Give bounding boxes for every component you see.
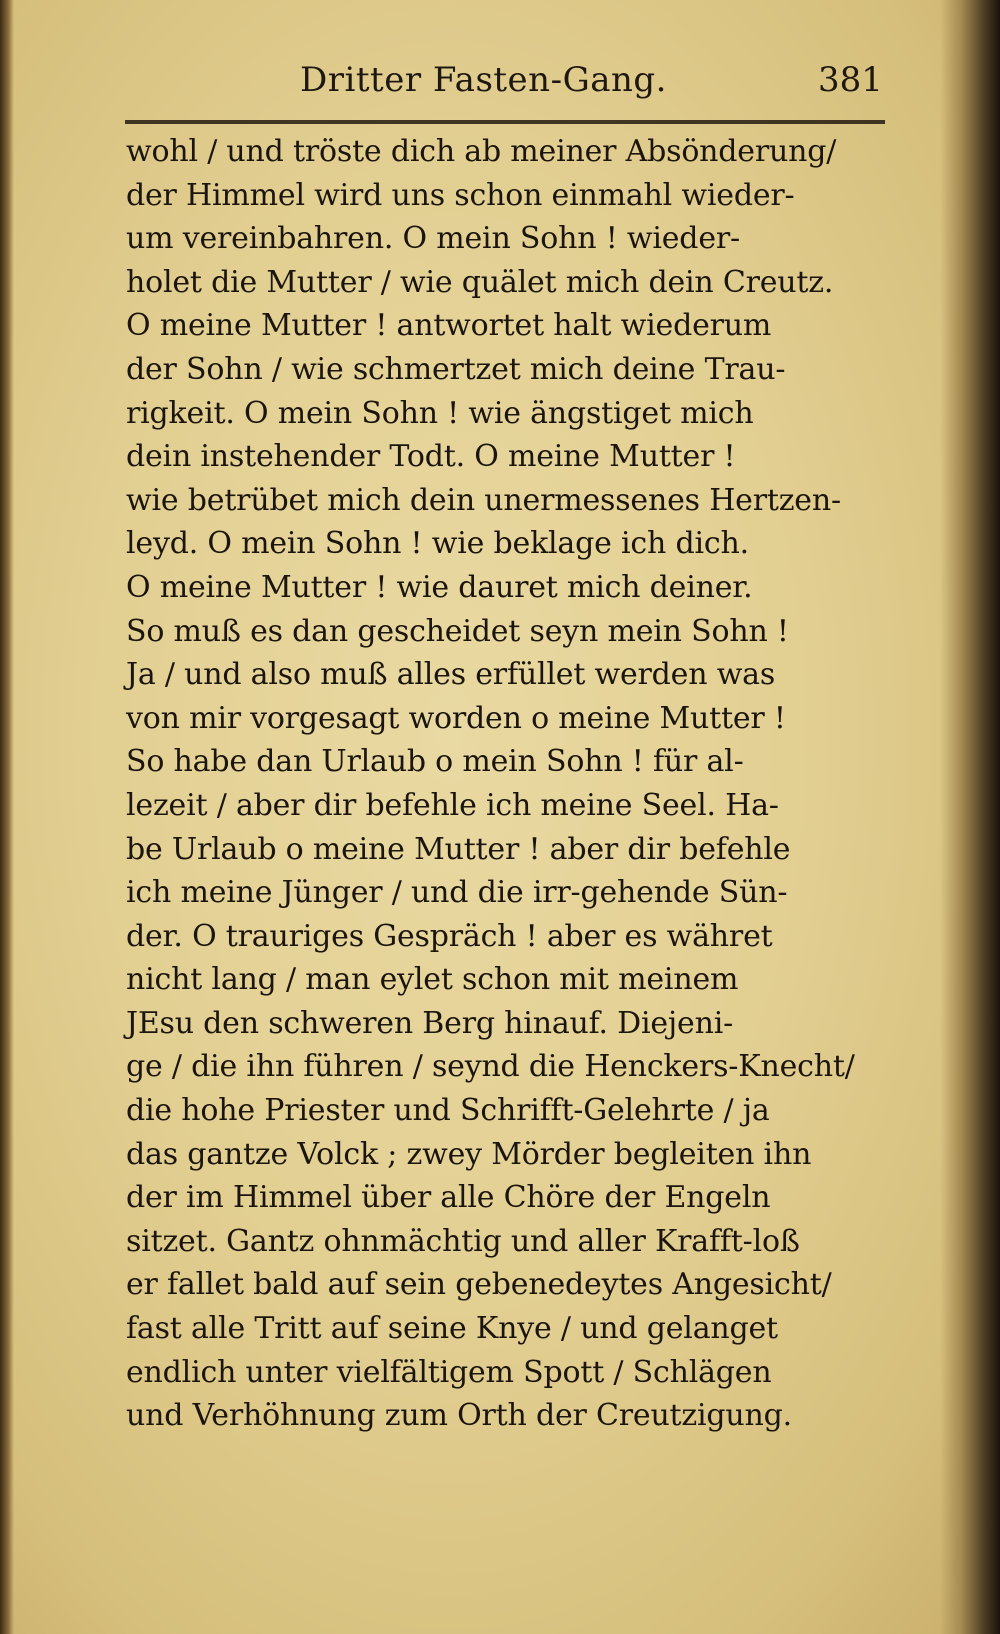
text-line: Ja / und also muß alles erfüllet werden was xyxy=(126,657,776,693)
text-line: der. O trauriges Gespräch ! aber es währet xyxy=(126,918,773,954)
body-text xyxy=(126,130,896,1438)
text-line: und Verhöhnung zum Orth der Creutzigung. xyxy=(126,1398,793,1434)
text-line: nicht lang / man eylet schon mit meinem xyxy=(126,962,739,998)
page-edge-shadow xyxy=(940,0,1000,1634)
header-rule xyxy=(125,120,885,124)
text-line: fast alle Tritt auf seine Knye / und gelanget xyxy=(126,1311,778,1347)
text-line: wohl / und tröste dich ab meiner Absönderung/ xyxy=(126,134,837,169)
text-line: endlich unter vielfältigem Spott / Schlägen xyxy=(126,1354,772,1390)
text-line: JEsu den schweren Berg hinauf. Diejeni- xyxy=(126,1005,734,1041)
text-line: O meine Mutter ! antwortet halt wiederum xyxy=(126,308,772,344)
text-line: So habe dan Urlaub o mein Sohn ! für al- xyxy=(126,744,744,780)
text-line: lezeit / aber dir befehle ich meine Seel. Ha- xyxy=(126,787,779,823)
text-line: die hohe Priester und Schrifft-Gelehrte / ja xyxy=(126,1093,770,1129)
text-line: er fallet bald auf sein gebenedeytes Angesicht/ xyxy=(126,1267,832,1303)
text-line: dein instehender Todt. O meine Mutter ! xyxy=(126,439,736,475)
text-line: der im Himmel über alle Chöre der Engeln xyxy=(126,1180,771,1216)
text-line: be Urlaub o meine Mutter ! aber dir befehle xyxy=(126,831,791,867)
text-line: leyd. O mein Sohn ! wie beklage ich dich. xyxy=(126,526,749,562)
text-line: der Sohn / wie schmertzet mich deine Trau- xyxy=(126,351,786,387)
text-line: ge / die ihn führen / seynd die Henckers-Knecht/ xyxy=(126,1049,855,1085)
text-line: So muß es dan gescheidet seyn mein Sohn ! xyxy=(126,613,789,649)
text-line: das gantze Volck ; zwey Mörder begleiten ihn xyxy=(126,1136,812,1172)
text-line: holet die Mutter / wie quälet mich dein Creutz. xyxy=(126,264,834,300)
page-gutter-shadow xyxy=(0,0,14,1634)
page-number: 381 xyxy=(818,60,883,100)
page-header xyxy=(0,60,1000,110)
text-line: um vereinbahren. O mein Sohn ! wieder- xyxy=(126,221,740,257)
text-line: rigkeit. O mein Sohn ! wie ängstiget mich xyxy=(126,395,754,431)
running-title: Dritter Fasten-Gang. xyxy=(300,60,667,100)
text-line: wie betrübet mich dein unermessenes Hertzen- xyxy=(126,482,841,518)
text-line: der Himmel wird uns schon einmahl wieder- xyxy=(126,177,795,213)
text-line: sitzet. Gantz ohnmächtig und aller Krafft-loß xyxy=(126,1223,800,1259)
text-line: O meine Mutter ! wie dauret mich deiner. xyxy=(126,569,753,605)
text-line: von mir vorgesagt worden o meine Mutter ! xyxy=(126,700,786,736)
text-line: ich meine Jünger / und die irr-gehende Sün- xyxy=(126,875,788,911)
